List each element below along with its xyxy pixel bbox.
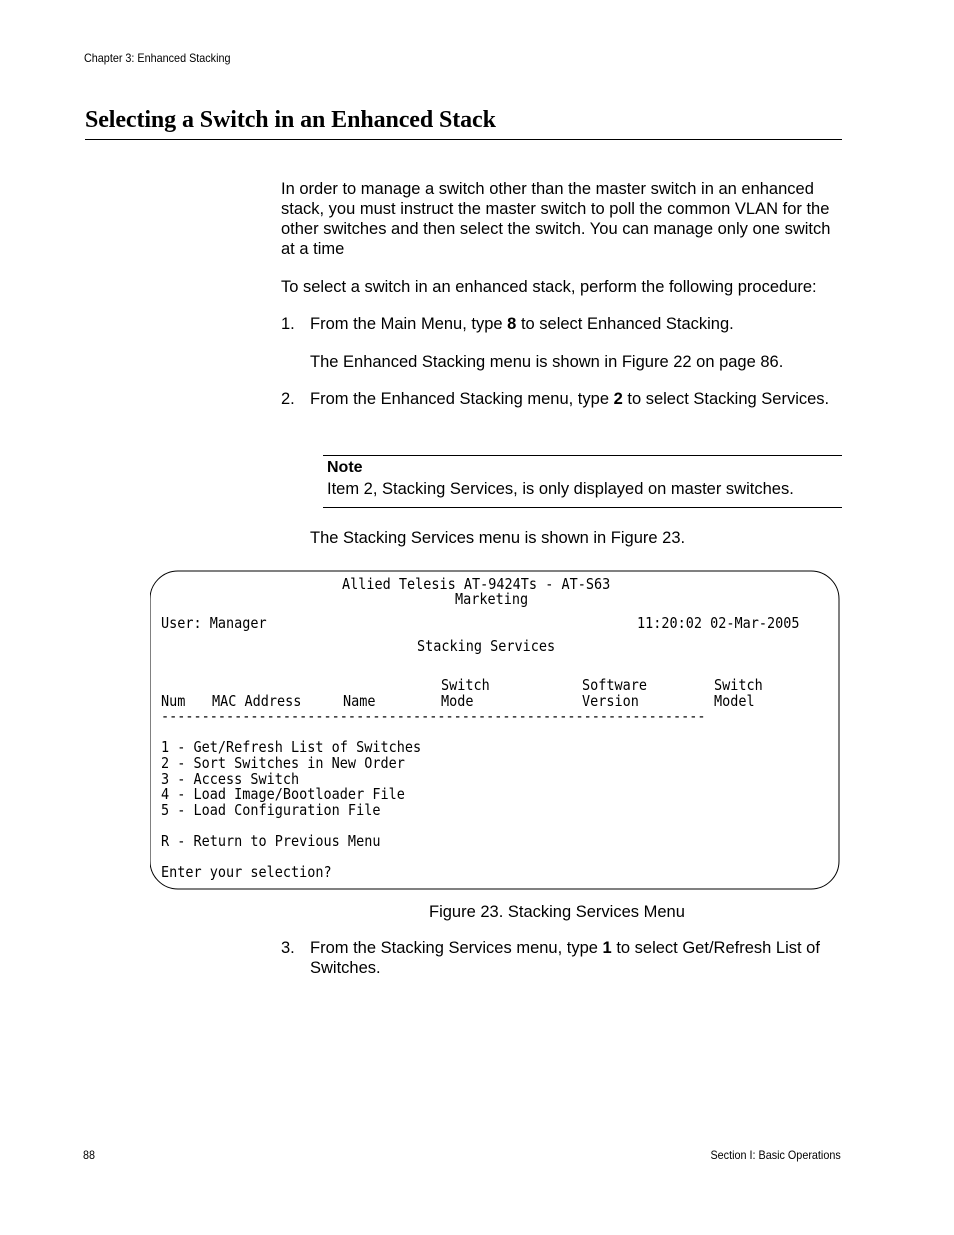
step-text: From the Main Menu, type 8 to select Enhanced Stacking. — [310, 315, 734, 333]
figure-caption: Figure 23. Stacking Services Menu — [429, 903, 685, 921]
step-key: 1 — [602, 939, 612, 957]
title-rule — [85, 139, 842, 140]
step-3 — [281, 938, 843, 978]
intro-paragraph: In order to manage a switch other than the master switch in an enhanced stack, you must instruct the master switch to poll the common VLAN for the other switches and then select the switch. You can manage only one switch at a time — [281, 180, 831, 258]
screen-menu-title: Stacking Services — [417, 637, 556, 655]
menu-option: 3 - Access Switch — [161, 770, 300, 788]
step-1-result: The Enhanced Stacking menu is shown in Figure 22 on page 86. — [310, 353, 784, 371]
page-number: 88 — [83, 1148, 96, 1162]
menu-option: 2 - Sort Switches in New Order — [161, 754, 405, 772]
col-head-software: Software — [582, 676, 648, 694]
menu-option: 1 - Get/Refresh List of Switches — [161, 738, 422, 756]
step-text: From the Stacking Services menu, type 1 to select Get/Refresh List of Switches. — [310, 939, 820, 977]
col-num: Num — [161, 692, 186, 710]
screen-user: User: Manager — [161, 614, 267, 632]
menu-option: 4 - Load Image/Bootloader File — [161, 785, 405, 803]
step-number: 2. — [281, 390, 295, 408]
note-text: Item 2, Stacking Services, is only displayed on master switches. — [327, 480, 794, 498]
terminal-screen — [150, 570, 840, 890]
step-key: 2 — [613, 390, 623, 408]
screen-datetime: 11:20:02 02-Mar-2005 — [637, 614, 800, 632]
col-version: Version — [582, 692, 639, 710]
note-heading: Note — [327, 459, 363, 476]
col-mode: Mode — [441, 692, 474, 710]
step-number: 1. — [281, 315, 295, 333]
running-header: Chapter 3: Enhanced Stacking — [84, 51, 231, 65]
footer-section: Section I: Basic Operations — [710, 1148, 841, 1162]
section-title: Selecting a Switch in an Enhanced Stack — [85, 107, 496, 133]
col-mac: MAC Address — [212, 692, 302, 710]
step-1 — [281, 314, 843, 334]
note-bottom-rule — [323, 507, 842, 508]
col-model: Model — [714, 692, 755, 710]
col-head-switch-2: Switch — [714, 676, 763, 694]
col-head-switch: Switch — [441, 676, 490, 694]
note-top-rule — [323, 455, 842, 456]
screen-divider: ------------------------------------------------------------------- — [161, 707, 706, 725]
step-text: From the Enhanced Stacking menu, type 2 to select Stacking Services. — [310, 390, 830, 408]
step-2 — [281, 389, 843, 429]
menu-option-return: R - Return to Previous Menu — [161, 832, 381, 850]
col-name: Name — [343, 692, 376, 710]
procedure-lead: To select a switch in an enhanced stack, perform the following procedure: — [281, 278, 817, 296]
step-number: 3. — [281, 939, 295, 957]
step-key: 8 — [507, 315, 517, 333]
menu-option: 5 - Load Configuration File — [161, 801, 381, 819]
screen-prompt: Enter your selection? — [161, 863, 332, 881]
screen-title: Allied Telesis AT-9424Ts - AT-S63 — [342, 575, 611, 593]
screen-subtitle: Marketing — [455, 590, 529, 608]
step-2-result: The Stacking Services menu is shown in Figure 23. — [310, 529, 686, 547]
